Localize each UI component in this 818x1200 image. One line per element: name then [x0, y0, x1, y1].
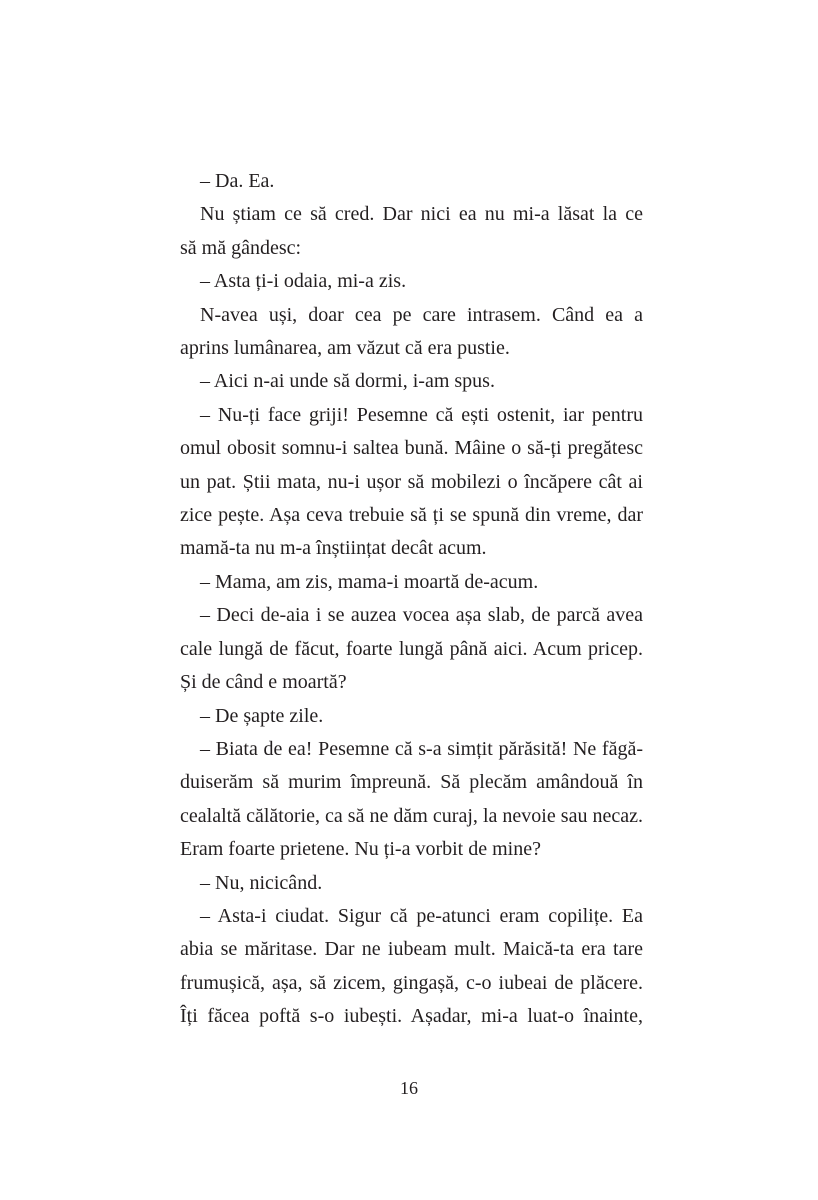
text-line: Și de când e moartă? [180, 671, 347, 694]
page-body-text [180, 165, 643, 1034]
text-line: – De șapte zile. [200, 704, 324, 727]
page-number: 16 [400, 1078, 418, 1098]
text-line: un pat. Știi mata, nu-i ușor să mobilezi o încăpere cât ai [180, 470, 643, 493]
text-line: – Mama, am zis, mama-i moartă de-acum. [200, 570, 539, 593]
text-line: aprins lumânarea, am văzut că era pustie. [180, 337, 510, 360]
text-line: – Nu-ți face griji! Pesemne că ești ostenit, iar pentru [200, 403, 643, 426]
text-line: Îți făcea poftă s-o iubești. Așadar, mi-a luat-o înainte, [180, 1005, 643, 1028]
text-line: Eram foarte prietene. Nu ți-a vorbit de mine? [180, 838, 541, 861]
text-line: omul obosit somnu-i saltea bună. Mâine o să-ți pregătesc [180, 437, 643, 460]
text-line: abia se măritase. Dar ne iubeam mult. Maică-ta era tare [180, 938, 643, 961]
text-line: – Asta-i ciudat. Sigur că pe-atunci eram copilițe. Ea [200, 904, 643, 927]
text-line: cealaltă călătorie, ca să ne dăm curaj, la nevoie sau necaz. [180, 804, 643, 827]
text-line: Nu știam ce să cred. Dar nici ea nu mi-a lăsat la ce [200, 203, 643, 226]
text-line: – Biata de ea! Pesemne că s-a simțit părăsită! Ne făgă- [200, 737, 643, 760]
text-line: N-avea uși, doar cea pe care intrasem. Când ea a [200, 303, 643, 326]
text-line: frumușică, așa, să zicem, gingașă, c-o iubeai de plăcere. [180, 971, 643, 994]
text-line: – Deci de-aia i se auzea vocea așa slab, de parcă avea [200, 604, 643, 627]
text-line: duiserăm să murim împreună. Să plecăm amândouă în [180, 771, 643, 794]
text-line: – Nu, nicicând. [200, 871, 323, 894]
text-line: – Asta ți-i odaia, mi-a zis. [200, 270, 407, 293]
text-line: să mă gândesc: [180, 236, 302, 259]
text-line: – Aici n-ai unde să dormi, i-am spus. [200, 370, 495, 393]
text-line: – Da. Ea. [200, 170, 275, 192]
text-line: cale lungă de făcut, foarte lungă până aici. Acum pricep. [180, 637, 643, 660]
text-line: zice pește. Așa ceva trebuie să ți se spună din vreme, dar [180, 504, 643, 527]
text-line: mamă-ta nu m-a înștiințat decât acum. [180, 537, 487, 560]
